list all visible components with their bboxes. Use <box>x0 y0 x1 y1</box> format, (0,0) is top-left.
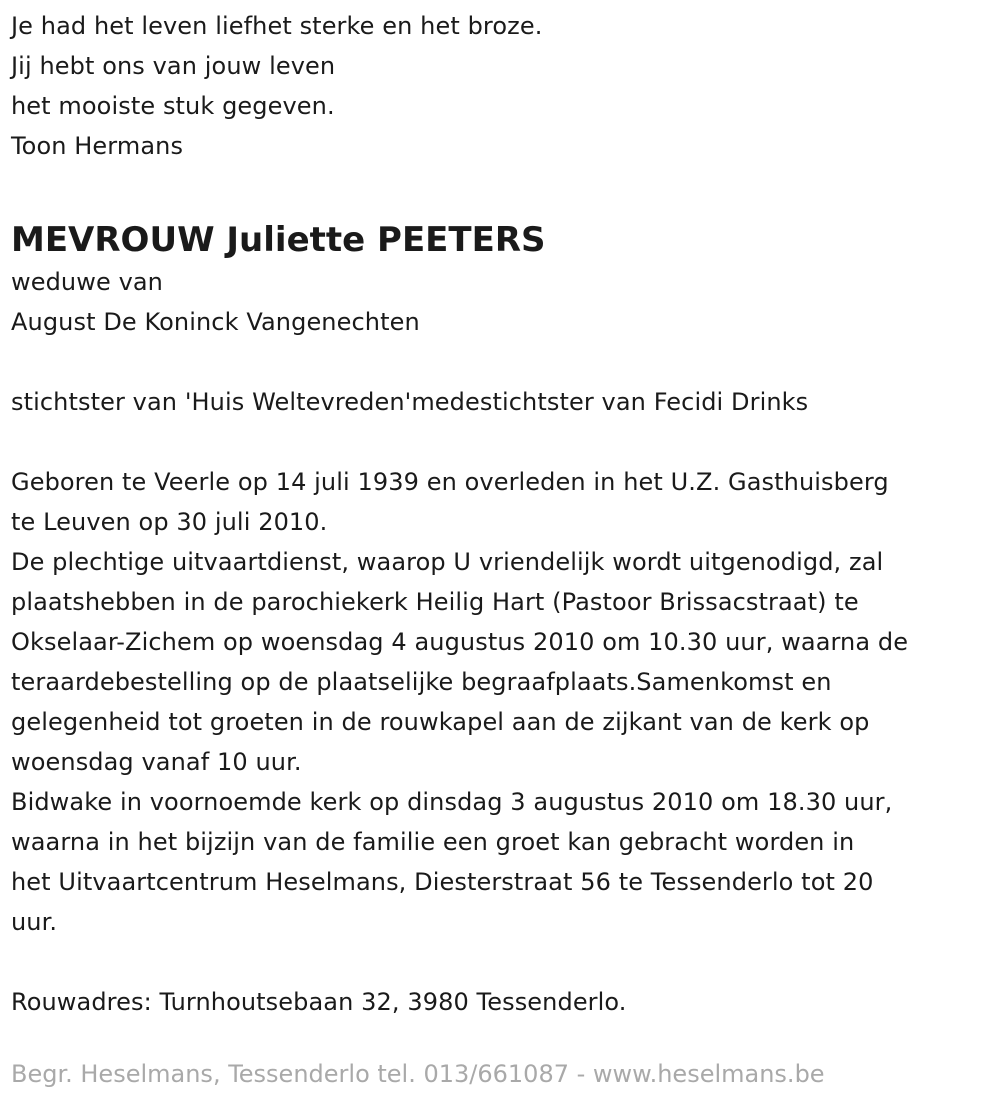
funeral-line-4: teraardebestelling op de plaatselijke begraafplaats.Samenkomst en <box>11 668 832 696</box>
mourning-address: Rouwadres: Turnhoutsebaan 32, 3980 Tessenderlo. <box>11 988 627 1016</box>
quote-line-1: Je had het leven liefhet sterke en het broze. <box>11 12 543 40</box>
funeral-line-2: plaatshebben in de parochiekerk Heilig Hart (Pastoor Brissacstraat) te <box>11 588 859 616</box>
birth-death-line-1: Geboren te Veerle op 14 juli 1939 en overleden in het U.Z. Gasthuisberg <box>11 468 889 496</box>
funeral-line-6: woensdag vanaf 10 uur. <box>11 748 302 776</box>
relation-text: weduwe van <box>11 268 163 296</box>
funeral-home-footer: Begr. Heselmans, Tessenderlo tel. 013/661087 - www.heselmans.be <box>11 1060 825 1088</box>
poem-quote <box>11 6 1000 166</box>
quote-line-2: Jij hebt ons van jouw leven <box>11 52 336 80</box>
funeral-line-5: gelegenheid tot groeten in de rouwkapel aan de zijkant van de kerk op <box>11 708 870 736</box>
spacer <box>11 422 1000 462</box>
funeral-paragraph <box>11 542 1000 782</box>
vigil-line-1: Bidwake in voornoemde kerk op dinsdag 3 augustus 2010 om 18.30 uur, <box>11 788 893 816</box>
spacer <box>11 342 1000 382</box>
quote-line-3: het mooiste stuk gegeven. <box>11 92 335 120</box>
birth-death-line-2: te Leuven op 30 juli 2010. <box>11 508 328 536</box>
deceased-name: MEVROUW Juliette PEETERS <box>11 220 546 260</box>
vigil-line-2: waarna in het bijzijn van de familie een groet kan gebracht worden in <box>11 828 855 856</box>
birth-death-paragraph <box>11 462 1000 542</box>
funeral-line-1: De plechtige uitvaartdienst, waarop U vriendelijk wordt uitgenodigd, zal <box>11 548 884 576</box>
vigil-line-3: het Uitvaartcentrum Heselmans, Diesterstraat 56 te Tessenderlo tot 20 <box>11 868 874 896</box>
vigil-paragraph <box>11 782 1000 942</box>
spouse-name: August De Koninck Vangenechten <box>11 308 420 336</box>
role-text: stichtster van 'Huis Weltevreden'medestichtster van Fecidi Drinks <box>11 388 809 416</box>
funeral-line-3: Okselaar-Zichem op woensdag 4 augustus 2010 om 10.30 uur, waarna de <box>11 628 909 656</box>
vigil-line-4: uur. <box>11 908 58 936</box>
spacer <box>11 942 1000 982</box>
quote-author: Toon Hermans <box>11 132 184 160</box>
